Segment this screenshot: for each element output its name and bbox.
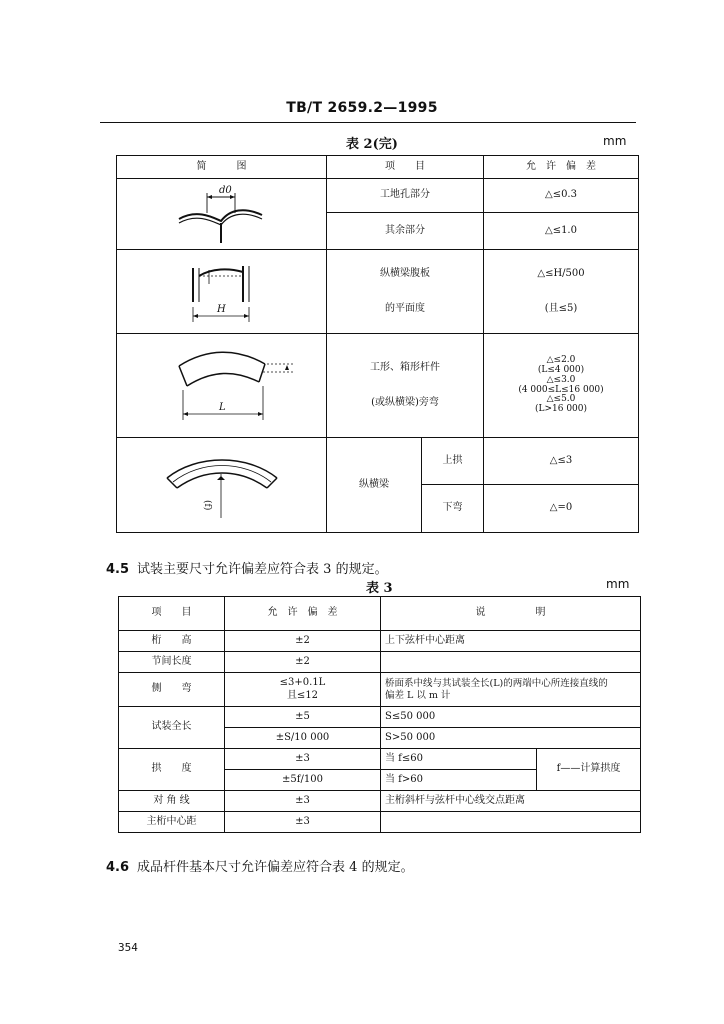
t2-tol-5a: △≤3 (484, 438, 639, 485)
t2-item-2: 其余部分 (327, 213, 484, 250)
diagram-lateral-bend (117, 334, 327, 438)
page-number: 354 (118, 941, 138, 954)
diagram-web-flatness (117, 250, 327, 334)
t3-note-truss-center (381, 812, 641, 833)
table3-caption: 表 3 (366, 581, 393, 596)
label-H: H (217, 304, 226, 315)
t3-tol-truss-height: ±2 (225, 631, 381, 652)
paragraph-4-6-text: 成品杆件基本尺寸允许偏差应符合表 4 的规定。 (137, 860, 414, 875)
camber-diagram (117, 438, 327, 532)
diagram-hole (117, 179, 327, 250)
t3-tol-camber-a: ±3 (225, 749, 381, 770)
paragraph-4-6-number: 4.6 (106, 860, 130, 875)
t3-item-truss-height: 桁 高 (119, 631, 225, 652)
paragraph-4-5-number: 4.5 (106, 562, 130, 577)
t2-subitem-lower: 下弯 (422, 485, 484, 533)
table3-header-item: 项 目 (119, 597, 225, 631)
t3-note-trial-length-a: S≤50 000 (381, 707, 641, 728)
svg-text:(f): (f) (202, 500, 212, 511)
table2-header-tolerance: 允 许 偏 差 (484, 156, 639, 179)
t2-item-4: 工形、箱形杆件 (或纵横梁)旁弯 (327, 334, 484, 438)
t2-subitem-upper: 上拱 (422, 438, 484, 485)
t3-tol-trial-length-b: ±S/10 000 (225, 728, 381, 749)
t3-note-camber-a: 当 f≤60 (381, 749, 537, 770)
label-d0: d0 (219, 185, 232, 196)
web-flatness-diagram (117, 250, 327, 333)
table2-caption: 表 2(完) (346, 137, 398, 152)
t2-item-1: 工地孔部分 (327, 179, 484, 213)
paragraph-4-5-text: 试装主要尺寸允许偏差应符合表 3 的规定。 (137, 562, 388, 577)
t3-note-truss-height: 上下弦杆中心距离 (381, 631, 641, 652)
t3-note-camber-b: 当 f>60 (381, 770, 537, 791)
t3-tol-panel-length: ±2 (225, 652, 381, 673)
t3-tol-camber-b: ±5f/100 (225, 770, 381, 791)
table2 (116, 155, 639, 533)
label-L: L (219, 402, 226, 413)
t3-item-diagonal: 对 角 线 (119, 791, 225, 812)
document-number: TB/T 2659.2—1995 (286, 100, 438, 116)
header-rule (100, 122, 636, 123)
t3-side-note-camber: f——计算拱度 (537, 749, 641, 791)
t3-item-trial-length: 试装全长 (119, 707, 225, 749)
t3-note-diagonal: 主桁斜杆与弦杆中心线交点距离 (381, 791, 641, 812)
table3-unit: mm (606, 577, 630, 591)
t2-item-3: 纵横梁腹板 的平面度 (327, 250, 484, 334)
table2-unit: mm (603, 134, 627, 148)
paragraph-4-6 (106, 856, 414, 875)
t2-tol-1: △≤0.3 (484, 179, 639, 213)
table3 (118, 596, 641, 833)
t3-tol-trial-length-a: ±5 (225, 707, 381, 728)
t3-note-lateral-bend: 桥面系中线与其试装全长(L)的两端中心所连接直线的 偏差 L 以 m 计 (381, 673, 641, 707)
t2-item-5: 纵横梁 (327, 438, 422, 533)
t3-note-panel-length (381, 652, 641, 673)
t3-item-truss-center: 主桁中心距 (119, 812, 225, 833)
diagram-camber (117, 438, 327, 533)
t3-item-lateral-bend: 侧 弯 (119, 673, 225, 707)
t3-tol-diagonal: ±3 (225, 791, 381, 812)
table3-header-tolerance: 允 许 偏 差 (225, 597, 381, 631)
t2-tol-5b: △=0 (484, 485, 639, 533)
table3-header-note: 说 明 (381, 597, 641, 631)
paragraph-4-5 (106, 558, 388, 577)
t2-tol-3: △≤H/500 (且≤5) (484, 250, 639, 334)
t3-item-panel-length: 节间长度 (119, 652, 225, 673)
t3-note-trial-length-b: S>50 000 (381, 728, 641, 749)
table2-header-item: 项 目 (327, 156, 484, 179)
lateral-bend-diagram (117, 334, 327, 437)
t2-tol-4: △≤2.0 (L≤4 000) △≤3.0 (4 000≤L≤16 000) △≤5.0 (L>16 000) (484, 334, 639, 438)
t3-item-camber: 拱 度 (119, 749, 225, 791)
t2-tol-2: △≤1.0 (484, 213, 639, 250)
t3-tol-truss-center: ±3 (225, 812, 381, 833)
hole-plate-diagram (117, 179, 327, 249)
table2-header-diagram: 简 图 (117, 156, 327, 179)
t3-tol-lateral-bend: ≤3+0.1L 且≤12 (225, 673, 381, 707)
